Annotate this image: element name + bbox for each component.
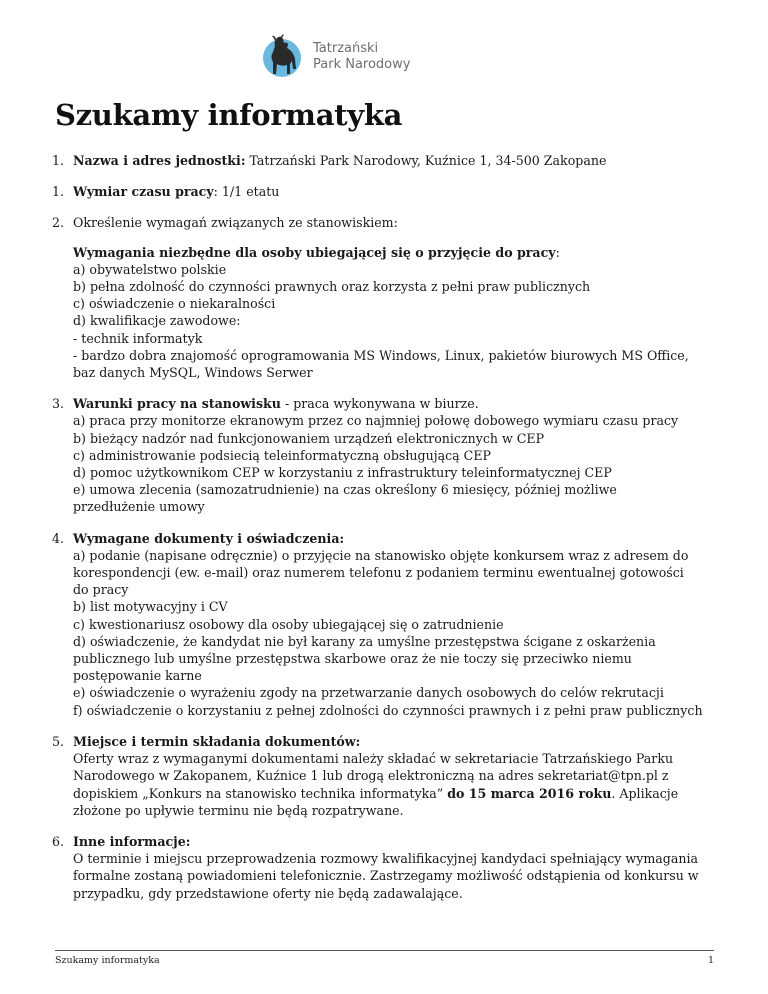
list-item: d) pomoc użytkownikom CEP w korzystaniu z infrastruktury teleinformatycznej CEP: [73, 465, 612, 481]
section-label: Warunki pracy na stanowisku: [73, 396, 281, 412]
list-item: baz danych MySQL, Windows Serwer: [73, 365, 313, 381]
logo-line-2: Park Narodowy: [313, 57, 411, 72]
list-item: a) obywatelstwo polskie: [73, 261, 227, 277]
paragraph-line: Oferty wraz z wymaganymi dokumentami należy składać w sekretariacie Tatrzańskiego Parku: [73, 751, 674, 767]
paragraph-line: Narodowego w Zakopanem, Kuźnice 1 lub drogą elektroniczną na adres sekretariat@tpn.pl z: [73, 768, 669, 784]
list-item: b) list motywacyjny i CV: [73, 599, 228, 615]
section-label: Nazwa i adres jednostki:: [73, 153, 246, 168]
section-number: 6.: [52, 833, 65, 849]
list-item: publicznego lub umyślne przestępstwa skarbowe oraz że nie toczy się przeciwko niemu: [73, 651, 632, 667]
sublabel-colon: :: [555, 244, 560, 260]
paragraph-line: dopiskiem „Konkurs na stanowisko technika informatyka”: [73, 785, 448, 801]
page-number: 1: [707, 955, 714, 966]
list-item: b) pełna zdolność do czynności prawnych oraz korzysta z pełni praw publicznych: [73, 279, 591, 295]
document-body: [52, 152, 722, 902]
section-intro: Określenie wymagań związanych ze stanowiskiem:: [73, 215, 398, 231]
section-text: - praca wykonywana w biurze.: [280, 396, 479, 412]
section-number: 2.: [52, 215, 65, 231]
logo-line-1: Tatrzański: [313, 41, 379, 56]
list-item: c) administrowanie podsiecią teleinformatyczną obsługującą CEP: [73, 447, 491, 463]
deadline-text: do 15 marca 2016 roku: [447, 785, 612, 801]
list-item: e) oświadczenie o wyrażeniu zgody na przetwarzanie danych osobowych do celów rekrutacji: [73, 685, 664, 701]
section-work-time: [52, 183, 722, 200]
paragraph-line: przypadku, gdy przedstawione oferty nie będą zadawalające.: [73, 885, 463, 901]
list-item: d) oświadczenie, że kandydat nie był karany za umyślne przestępstwa ścigane z oskarżenia: [73, 633, 656, 649]
list-item: a) podanie (napisane odręcznie) o przyjęcie na stanowisko objęte konkursem wraz z adresem do: [73, 547, 689, 563]
chamois-icon: [261, 34, 307, 80]
list-item: d) kwalifikacje zawodowe:: [73, 313, 241, 329]
section-number: 1.: [52, 184, 65, 200]
section-number: 3.: [52, 396, 65, 412]
list-item: f) oświadczenie o korzystaniu z pełnej zdolności do czynności prawnych i z pełni praw publicznych: [73, 702, 703, 718]
section-number: 5.: [52, 733, 65, 749]
section-submission: [52, 733, 722, 819]
section-text: : 1/1 etatu: [213, 184, 280, 200]
section-label: Wymiar czasu pracy: [73, 184, 214, 200]
section-other-info: [52, 833, 722, 902]
list-item: b) bieżący nadzór nad funkcjonowaniem urządzeń elektronicznych w CEP: [73, 430, 545, 446]
section-text: Tatrzański Park Narodowy, Kuźnice 1, 34-500 Zakopane: [245, 153, 607, 168]
list-item: - technik informatyk: [73, 330, 203, 346]
section-label: Miejsce i termin składania dokumentów:: [73, 733, 361, 749]
list-item: postępowanie karne: [73, 668, 202, 684]
section-documents: [52, 530, 722, 719]
section-requirements: [52, 214, 722, 381]
tpn-logo: [261, 34, 421, 80]
list-item: e) umowa zlecenia (samozatrudnienie) na czas określony 6 miesięcy, później możliwe: [73, 482, 617, 498]
section-label: Wymagane dokumenty i oświadczenia:: [73, 530, 345, 546]
page-footer: [55, 950, 714, 967]
list-item: a) praca przy monitorze ekranowym przez co najmniej połowę dobowego wymiaru czasu pracy: [73, 413, 679, 429]
list-item: korespondencji (ew. e-mail) oraz numerem telefonu z podaniem terminu ewentualnej gotowości: [73, 565, 684, 581]
paragraph-line: złożone po upływie terminu nie będą rozpatrywane.: [73, 802, 404, 818]
list-item: - bardzo dobra znajomość oprogramowania MS Windows, Linux, pakietów biurowych MS Office,: [73, 347, 689, 363]
paragraph-line: . Aplikacje: [611, 785, 679, 801]
paragraph-line: formalne zostaną powiadomieni telefonicznie. Zastrzegamy możliwość odstąpienia od konkursu w: [73, 868, 699, 884]
section-number: 4.: [52, 530, 65, 546]
section-label: Inne informacje:: [73, 833, 191, 849]
section-number: 1.: [52, 153, 65, 168]
footer-title: Szukamy informatyka: [55, 955, 160, 966]
list-item: c) oświadczenie o niekaralności: [73, 296, 276, 312]
section-sublabel: Wymagania niezbędne dla osoby ubiegającej się o przyjęcie do pracy: [73, 244, 556, 260]
list-item: c) kwestionariusz osobowy dla osoby ubiegającej się o zatrudnienie: [73, 616, 504, 632]
section-unit-name: [52, 152, 722, 169]
section-work-conditions: [52, 395, 722, 515]
page-title: Szukamy informatyka: [55, 98, 403, 132]
paragraph-line: O terminie i miejscu przeprowadzenia rozmowy kwalifikacyjnej kandydaci spełniający wymagania: [73, 851, 698, 867]
list-item: do pracy: [73, 582, 129, 598]
list-item: przedłużenie umowy: [73, 499, 205, 515]
